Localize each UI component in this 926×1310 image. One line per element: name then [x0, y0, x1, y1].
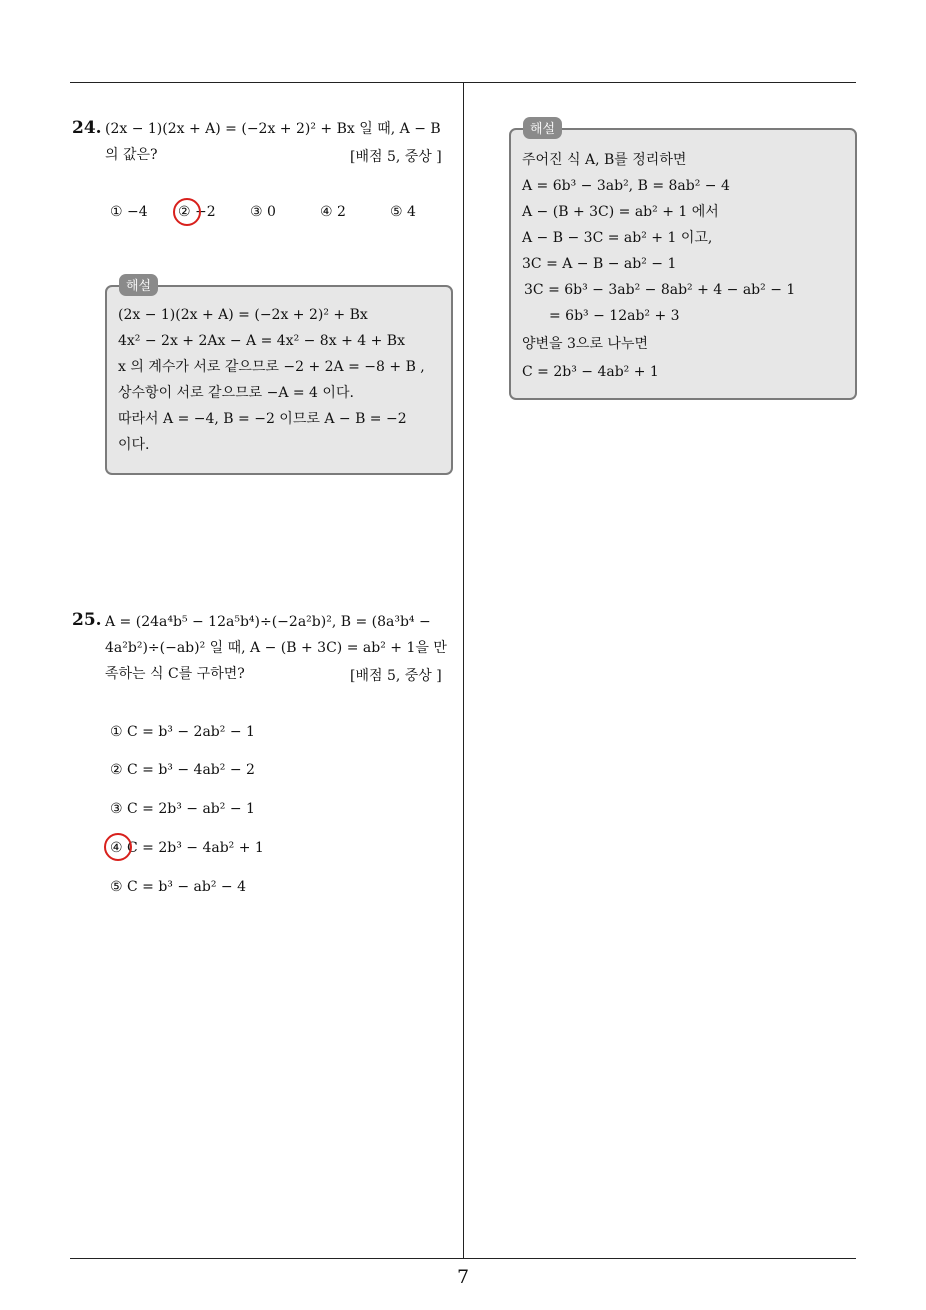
q25-explanation-line: A = 6b³ − 3ab², B = 8ab² − 4 — [522, 178, 730, 194]
question-25-text-line2: 4a²b²)÷(−ab)² 일 때, A − (B + 3C) = ab² + 1을 만 — [105, 640, 447, 656]
q24-explanation-tag: 해설 — [119, 274, 158, 296]
q25-explanation-line: = 6b³ − 12ab² + 3 — [549, 308, 680, 324]
q25-explanation-line: 3C = A − B − ab² − 1 — [522, 256, 677, 272]
q24-choice-2[interactable]: ② −2 — [178, 204, 216, 220]
column-divider — [463, 83, 464, 1259]
footer-rule — [70, 1258, 856, 1259]
q25-choice-5[interactable]: ⑤ C = b³ − ab² − 4 — [110, 879, 247, 895]
q25-choice-3[interactable]: ③ C = 2b³ − ab² − 1 — [110, 801, 255, 817]
q25-explanation-line: 양변을 3으로 나누면 — [522, 336, 648, 352]
question-24-text-line2: 의 값은? — [105, 147, 158, 163]
q25-choice-1[interactable]: ① C = b³ − 2ab² − 1 — [110, 724, 255, 740]
page-number: 7 — [456, 1266, 470, 1288]
question-25-text-line1: A = (24a⁴b⁵ − 12a⁵b⁴)÷(−2a²b)², B = (8a³b⁴ − — [105, 614, 431, 630]
q24-explanation-line: 상수항이 서로 같으므로 −A = 4 이다. — [118, 385, 354, 401]
q25-explanation-line: 주어진 식 A, B를 정리하면 — [522, 152, 687, 168]
q25-explanation-tag: 해설 — [523, 117, 562, 139]
question-24-number: 24. — [72, 118, 102, 138]
answer-mark-icon — [104, 833, 132, 861]
question-24-text-line1: (2x − 1)(2x + A) = (−2x + 2)² + Bx 일 때, A − B — [105, 121, 441, 137]
q24-explanation-line: x 의 계수가 서로 같으므로 −2 + 2A = −8 + B , — [118, 359, 425, 375]
q25-explanation-line: A − B − 3C = ab² + 1 이고, — [522, 230, 713, 246]
q25-explanation-line: A − (B + 3C) = ab² + 1 에서 — [522, 204, 719, 220]
q24-choice-1[interactable]: ① −4 — [110, 204, 148, 220]
q25-explanation-line: C = 2b³ − 4ab² + 1 — [522, 364, 659, 380]
question-24-score: [배점 5, 중상 ] — [350, 149, 442, 165]
question-25-text-line3: 족하는 식 C를 구하면? — [105, 666, 245, 682]
question-25-score: [배점 5, 중상 ] — [350, 668, 442, 684]
q25-choice-2[interactable]: ② C = b³ − 4ab² − 2 — [110, 762, 255, 778]
question-25-number: 25. — [72, 610, 102, 630]
q24-explanation-line: (2x − 1)(2x + A) = (−2x + 2)² + Bx — [118, 307, 368, 323]
q24-explanation-line: 따라서 A = −4, B = −2 이므로 A − B = −2 — [118, 411, 407, 427]
q25-explanation-line: 3C = 6b³ − 3ab² − 8ab² + 4 − ab² − 1 — [524, 282, 796, 298]
q24-choice-5[interactable]: ⑤ 4 — [390, 204, 416, 220]
q24-explanation-line: 이다. — [118, 437, 150, 453]
q25-choice-4[interactable]: ④ C = 2b³ − 4ab² + 1 — [110, 840, 264, 856]
q24-choice-3[interactable]: ③ 0 — [250, 204, 276, 220]
q24-explanation-line: 4x² − 2x + 2Ax − A = 4x² − 8x + 4 + Bx — [118, 333, 405, 349]
answer-mark-icon — [173, 198, 201, 226]
q24-choice-4[interactable]: ④ 2 — [320, 204, 346, 220]
